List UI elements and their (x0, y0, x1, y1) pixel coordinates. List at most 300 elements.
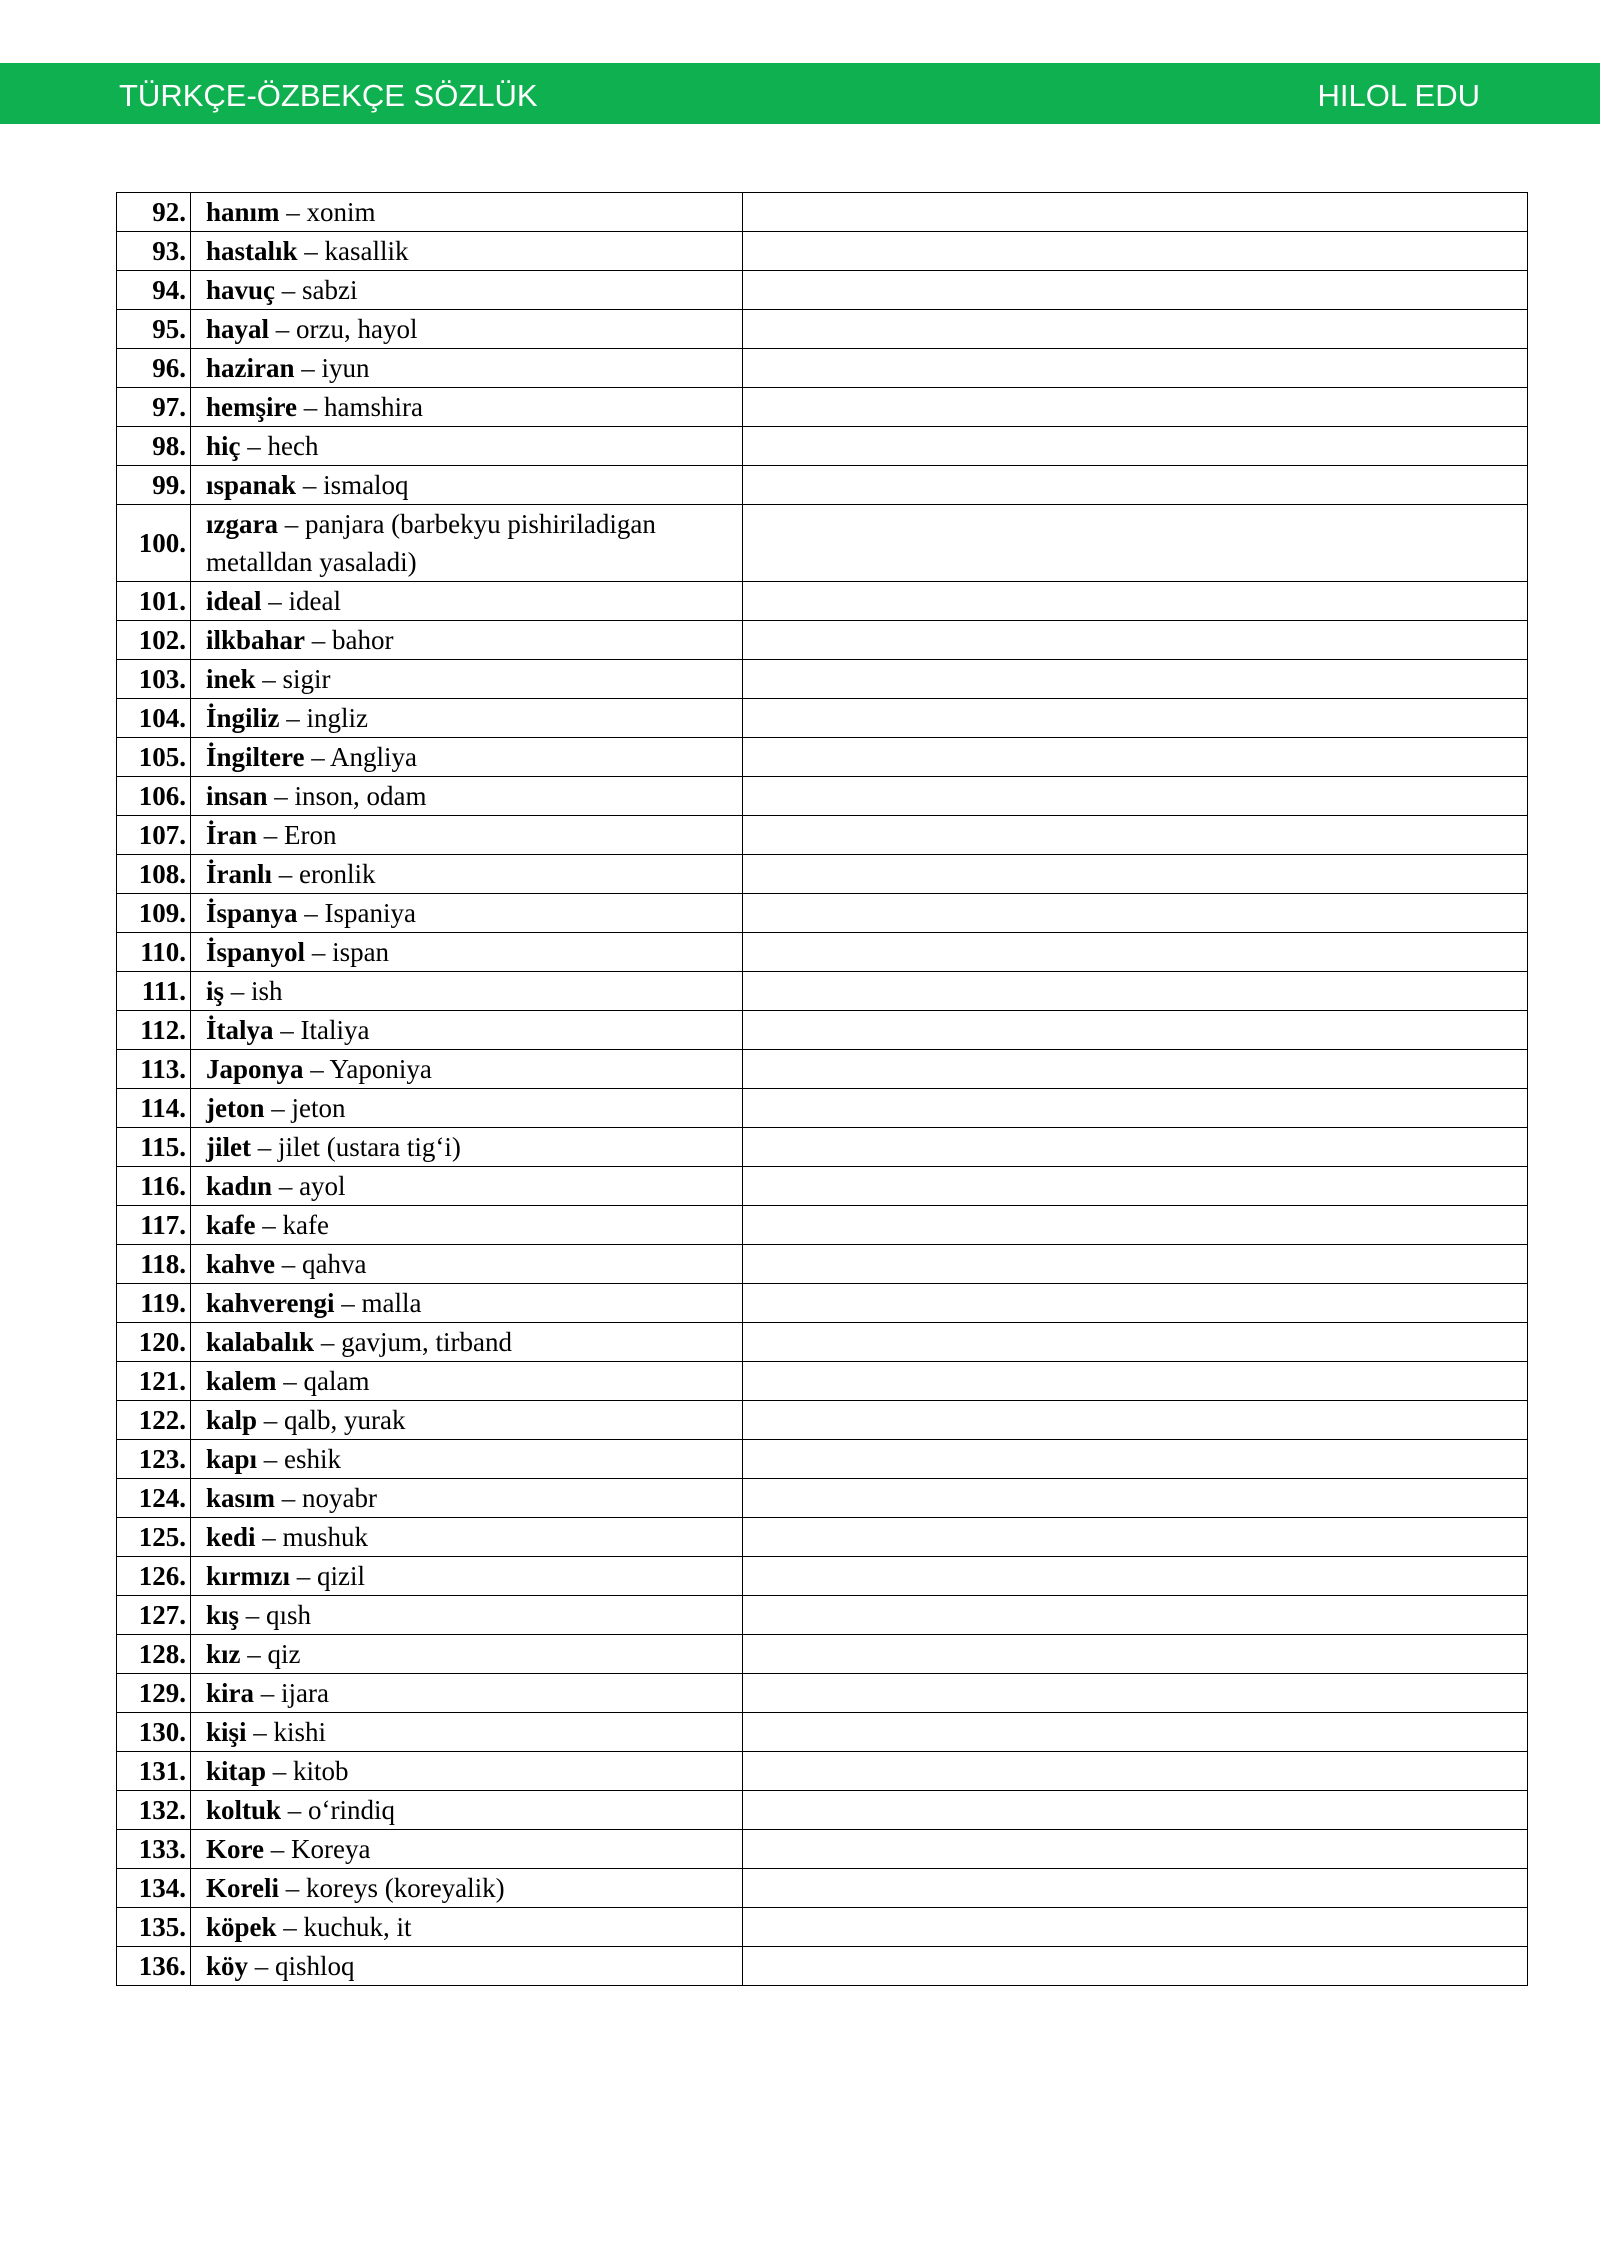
dash-separator: – (275, 1483, 303, 1513)
entry-number: 104. (117, 699, 191, 738)
entry-number: 116. (117, 1167, 191, 1206)
entry-number: 97. (117, 388, 191, 427)
turkish-word: kadın (206, 1171, 273, 1201)
table-row (117, 1830, 1528, 1869)
uzbek-meaning: ijara (281, 1678, 329, 1708)
dash-separator: – (279, 197, 307, 227)
dash-separator: – (254, 1678, 282, 1708)
empty-cell (743, 1011, 1528, 1050)
empty-cell (743, 466, 1528, 505)
table-row (117, 1284, 1528, 1323)
dash-separator: – (240, 1639, 268, 1669)
entry-number: 111. (117, 972, 191, 1011)
table-row (117, 1206, 1528, 1245)
entry-cell (191, 1830, 743, 1869)
entry-number: 136. (117, 1947, 191, 1986)
dictionary-table (116, 192, 1528, 1986)
entry-number: 126. (117, 1557, 191, 1596)
dash-separator: – (305, 625, 333, 655)
entry-number: 135. (117, 1908, 191, 1947)
uzbek-meaning: panjara (barbekyu pishiriladigan metalldan yasaladi) (206, 509, 656, 577)
uzbek-meaning: malla (361, 1288, 422, 1318)
entry-cell (191, 271, 743, 310)
dash-separator: – (303, 1054, 330, 1084)
dash-separator: – (297, 236, 325, 266)
empty-cell (743, 1089, 1528, 1128)
uzbek-meaning: Italiya (300, 1015, 370, 1045)
empty-cell (743, 1908, 1528, 1947)
turkish-word: kırmızı (206, 1561, 290, 1591)
table-row (117, 1167, 1528, 1206)
turkish-word: insan (206, 781, 268, 811)
empty-cell (743, 1635, 1528, 1674)
dash-separator: – (273, 1015, 301, 1045)
entry-number: 120. (117, 1323, 191, 1362)
table-row (117, 388, 1528, 427)
dash-separator: – (269, 314, 297, 344)
uzbek-meaning: jilet (ustara tig‘i) (277, 1132, 461, 1162)
dash-separator: – (267, 781, 295, 811)
dash-separator: – (305, 937, 333, 967)
table-row (117, 621, 1528, 660)
uzbek-meaning: sabzi (302, 275, 358, 305)
entry-cell (191, 699, 743, 738)
dash-separator: – (255, 664, 283, 694)
entry-cell (191, 855, 743, 894)
uzbek-meaning: qalb, yurak (284, 1405, 406, 1435)
dash-separator: – (266, 1756, 294, 1786)
empty-cell (743, 1752, 1528, 1791)
dash-separator: – (257, 820, 285, 850)
uzbek-meaning: qizil (316, 1561, 365, 1591)
empty-cell (743, 1596, 1528, 1635)
uzbek-meaning: kafe (282, 1210, 329, 1240)
entry-number: 117. (117, 1206, 191, 1245)
turkish-word: Kore (206, 1834, 264, 1864)
dash-separator: – (294, 353, 322, 383)
empty-cell (743, 1284, 1528, 1323)
turkish-word: köy (206, 1951, 249, 1981)
empty-cell (743, 1401, 1528, 1440)
empty-cell (743, 310, 1528, 349)
uzbek-meaning: orzu, hayol (296, 314, 418, 344)
table-row (117, 1440, 1528, 1479)
empty-cell (743, 1050, 1528, 1089)
uzbek-meaning: hech (267, 431, 319, 461)
entry-number: 112. (117, 1011, 191, 1050)
header-bar (0, 63, 1600, 124)
entry-cell (191, 1011, 743, 1050)
uzbek-meaning: inson, odam (294, 781, 427, 811)
turkish-word: kalabalık (206, 1327, 315, 1357)
entry-cell (191, 777, 743, 816)
entry-number: 130. (117, 1713, 191, 1752)
entry-number: 102. (117, 621, 191, 660)
empty-cell (743, 1440, 1528, 1479)
dash-separator: – (263, 1834, 291, 1864)
dash-separator: – (261, 586, 289, 616)
entry-cell (191, 1440, 743, 1479)
entry-number: 132. (117, 1791, 191, 1830)
turkish-word: kasım (206, 1483, 276, 1513)
uzbek-meaning: ayol (299, 1171, 346, 1201)
table-row (117, 816, 1528, 855)
turkish-word: İngiliz (206, 703, 280, 733)
table-row (117, 1518, 1528, 1557)
entry-number: 113. (117, 1050, 191, 1089)
uzbek-meaning: gavjum, tirband (341, 1327, 513, 1357)
empty-cell (743, 816, 1528, 855)
entry-cell (191, 1245, 743, 1284)
dash-separator: – (277, 509, 305, 539)
table-row (117, 310, 1528, 349)
table-row (117, 738, 1528, 777)
table-row (117, 232, 1528, 271)
table-row (117, 1557, 1528, 1596)
empty-cell (743, 271, 1528, 310)
dash-separator: – (334, 1288, 362, 1318)
entry-cell (191, 1869, 743, 1908)
turkish-word: kahve (206, 1249, 276, 1279)
turkish-word: Koreli (206, 1873, 279, 1903)
entry-cell (191, 1362, 743, 1401)
uzbek-meaning: o‘rindiq (308, 1795, 396, 1825)
turkish-word: kalp (206, 1405, 258, 1435)
uzbek-meaning: iyun (321, 353, 370, 383)
table-row (117, 1947, 1528, 1986)
turkish-word: kız (206, 1639, 241, 1669)
turkish-word: kira (206, 1678, 255, 1708)
turkish-word: koltuk (206, 1795, 282, 1825)
table-row (117, 1245, 1528, 1284)
turkish-word: ızgara (206, 509, 278, 539)
empty-cell (743, 349, 1528, 388)
turkish-word: inek (206, 664, 256, 694)
dash-separator: – (272, 1171, 300, 1201)
empty-cell (743, 933, 1528, 972)
entry-number: 94. (117, 271, 191, 310)
empty-cell (743, 1947, 1528, 1986)
dash-separator: – (281, 1795, 309, 1825)
empty-cell (743, 1128, 1528, 1167)
dash-separator: – (275, 1249, 303, 1279)
dash-separator: – (264, 1093, 292, 1123)
uzbek-meaning: qishloq (275, 1951, 355, 1981)
uzbek-meaning: ispan (332, 937, 390, 967)
entry-number: 106. (117, 777, 191, 816)
uzbek-meaning: qahva (302, 1249, 367, 1279)
turkish-word: hastalık (206, 236, 298, 266)
turkish-word: kalem (206, 1366, 277, 1396)
entry-cell (191, 427, 743, 466)
table-row (117, 1752, 1528, 1791)
empty-cell (743, 1479, 1528, 1518)
entry-cell (191, 1596, 743, 1635)
entry-cell (191, 388, 743, 427)
entry-cell (191, 1635, 743, 1674)
empty-cell (743, 855, 1528, 894)
table-row (117, 894, 1528, 933)
empty-cell (743, 1362, 1528, 1401)
uzbek-meaning: hamshira (323, 392, 423, 422)
entry-cell (191, 660, 743, 699)
dash-separator: – (289, 1561, 317, 1591)
dictionary-table-body (117, 193, 1528, 1986)
turkish-word: İngiltere (206, 742, 305, 772)
table-row (117, 349, 1528, 388)
uzbek-meaning: Eron (284, 820, 337, 850)
entry-cell (191, 232, 743, 271)
turkish-word: ideal (206, 586, 262, 616)
table-row (117, 466, 1528, 505)
entry-cell (191, 933, 743, 972)
table-row (117, 1479, 1528, 1518)
table-row (117, 1713, 1528, 1752)
entry-number: 128. (117, 1635, 191, 1674)
uzbek-meaning: qısh (266, 1600, 312, 1630)
table-row (117, 1401, 1528, 1440)
uzbek-meaning: Yaponiya (329, 1054, 432, 1084)
table-row (117, 505, 1528, 582)
entry-number: 92. (117, 193, 191, 232)
entry-number: 96. (117, 349, 191, 388)
entry-cell (191, 1674, 743, 1713)
uzbek-meaning: ingliz (306, 703, 369, 733)
entry-number: 98. (117, 427, 191, 466)
brand-name: HILOL EDU (1317, 78, 1480, 113)
dash-separator: – (248, 1951, 276, 1981)
empty-cell (743, 699, 1528, 738)
entry-cell (191, 1518, 743, 1557)
entry-number: 110. (117, 933, 191, 972)
table-row (117, 1011, 1528, 1050)
entry-number: 127. (117, 1596, 191, 1635)
uzbek-meaning: ish (251, 976, 283, 1006)
uzbek-meaning: ideal (288, 586, 341, 616)
entry-number: 101. (117, 582, 191, 621)
empty-cell (743, 582, 1528, 621)
table-row (117, 271, 1528, 310)
entry-cell (191, 349, 743, 388)
dash-separator: – (255, 1210, 283, 1240)
entry-cell (191, 310, 743, 349)
entry-cell (191, 1284, 743, 1323)
turkish-word: kişi (206, 1717, 247, 1747)
entry-cell (191, 582, 743, 621)
entry-number: 131. (117, 1752, 191, 1791)
empty-cell (743, 738, 1528, 777)
uzbek-meaning: kishi (273, 1717, 327, 1747)
dash-separator: – (314, 1327, 342, 1357)
entry-number: 119. (117, 1284, 191, 1323)
table-row (117, 1089, 1528, 1128)
dash-separator: – (276, 1912, 304, 1942)
turkish-word: kış (206, 1600, 240, 1630)
entry-number: 105. (117, 738, 191, 777)
entry-cell (191, 1050, 743, 1089)
entry-number: 114. (117, 1089, 191, 1128)
entry-number: 125. (117, 1518, 191, 1557)
table-row (117, 427, 1528, 466)
empty-cell (743, 232, 1528, 271)
empty-cell (743, 427, 1528, 466)
empty-cell (743, 505, 1528, 582)
entry-number: 134. (117, 1869, 191, 1908)
empty-cell (743, 1557, 1528, 1596)
table-row (117, 972, 1528, 1011)
entry-number: 103. (117, 660, 191, 699)
dash-separator: – (246, 1717, 274, 1747)
turkish-word: kafe (206, 1210, 256, 1240)
entry-cell (191, 193, 743, 232)
turkish-word: İtalya (206, 1015, 274, 1045)
turkish-word: ilkbahar (206, 625, 306, 655)
table-row (117, 1323, 1528, 1362)
dash-separator: – (240, 431, 268, 461)
empty-cell (743, 972, 1528, 1011)
entry-cell (191, 1089, 743, 1128)
entry-cell (191, 1947, 743, 1986)
entry-number: 93. (117, 232, 191, 271)
entry-cell (191, 738, 743, 777)
empty-cell (743, 1323, 1528, 1362)
entry-cell (191, 1167, 743, 1206)
uzbek-meaning: mushuk (282, 1522, 369, 1552)
turkish-word: kapı (206, 1444, 258, 1474)
dash-separator: – (275, 275, 303, 305)
uzbek-meaning: Angliya (330, 742, 417, 772)
entry-cell (191, 1401, 743, 1440)
dash-separator: – (257, 1405, 285, 1435)
dash-separator: – (276, 1366, 304, 1396)
table-row (117, 1791, 1528, 1830)
dash-separator: – (239, 1600, 267, 1630)
uzbek-meaning: Koreya (290, 1834, 371, 1864)
empty-cell (743, 621, 1528, 660)
dash-separator: – (278, 1873, 306, 1903)
uzbek-meaning: sigir (282, 664, 331, 694)
uzbek-meaning: kuchuk, it (303, 1912, 412, 1942)
entry-cell (191, 1713, 743, 1752)
entry-cell (191, 894, 743, 933)
entry-cell (191, 972, 743, 1011)
empty-cell (743, 388, 1528, 427)
entry-cell (191, 1557, 743, 1596)
dash-separator: – (304, 742, 330, 772)
turkish-word: jeton (206, 1093, 265, 1123)
empty-cell (743, 660, 1528, 699)
table-row (117, 1050, 1528, 1089)
uzbek-meaning: xonim (306, 197, 376, 227)
table-row (117, 1869, 1528, 1908)
empty-cell (743, 1830, 1528, 1869)
turkish-word: İranlı (206, 859, 273, 889)
entry-cell (191, 1128, 743, 1167)
table-row (117, 1635, 1528, 1674)
dash-separator: – (255, 1522, 283, 1552)
turkish-word: haziran (206, 353, 295, 383)
empty-cell (743, 1674, 1528, 1713)
turkish-word: İspanya (206, 898, 298, 928)
dash-separator: – (257, 1444, 285, 1474)
table-row (117, 933, 1528, 972)
dash-separator: – (250, 1132, 278, 1162)
turkish-word: hayal (206, 314, 270, 344)
entry-number: 124. (117, 1479, 191, 1518)
turkish-word: hemşire (206, 392, 297, 422)
table-row (117, 660, 1528, 699)
entry-cell (191, 1752, 743, 1791)
entry-number: 100. (117, 505, 191, 582)
turkish-word: köpek (206, 1912, 277, 1942)
table-row (117, 1908, 1528, 1947)
empty-cell (743, 1206, 1528, 1245)
uzbek-meaning: Ispaniya (324, 898, 417, 928)
entry-number: 109. (117, 894, 191, 933)
table-row (117, 193, 1528, 232)
entry-number: 118. (117, 1245, 191, 1284)
uzbek-meaning: eronlik (299, 859, 376, 889)
turkish-word: kahverengi (206, 1288, 335, 1318)
entry-cell (191, 505, 743, 582)
table-row (117, 1596, 1528, 1635)
turkish-word: jilet (206, 1132, 251, 1162)
entry-cell (191, 1206, 743, 1245)
turkish-word: hiç (206, 431, 241, 461)
table-row (117, 1674, 1528, 1713)
empty-cell (743, 777, 1528, 816)
dash-separator: – (296, 470, 324, 500)
entry-number: 95. (117, 310, 191, 349)
entry-cell (191, 816, 743, 855)
dash-separator: – (296, 392, 324, 422)
entry-number: 115. (117, 1128, 191, 1167)
entry-cell (191, 621, 743, 660)
turkish-word: kedi (206, 1522, 256, 1552)
turkish-word: havuç (206, 275, 276, 305)
dash-separator: – (272, 859, 300, 889)
table-row (117, 1362, 1528, 1401)
turkish-word: İspanyol (206, 937, 306, 967)
table-row (117, 855, 1528, 894)
uzbek-meaning: ismaloq (323, 470, 409, 500)
turkish-word: İran (206, 820, 258, 850)
turkish-word: hanım (206, 197, 280, 227)
uzbek-meaning: noyabr (302, 1483, 378, 1513)
entry-number: 133. (117, 1830, 191, 1869)
table-row (117, 777, 1528, 816)
turkish-word: iş (206, 976, 225, 1006)
entry-number: 123. (117, 1440, 191, 1479)
empty-cell (743, 894, 1528, 933)
entry-cell (191, 1323, 743, 1362)
empty-cell (743, 1245, 1528, 1284)
entry-number: 99. (117, 466, 191, 505)
turkish-word: Japonya (206, 1054, 304, 1084)
entry-number: 121. (117, 1362, 191, 1401)
uzbek-meaning: qiz (267, 1639, 301, 1669)
entry-number: 107. (117, 816, 191, 855)
turkish-word: kitap (206, 1756, 267, 1786)
uzbek-meaning: koreys (koreyalik) (305, 1873, 505, 1903)
uzbek-meaning: bahor (332, 625, 394, 655)
empty-cell (743, 1791, 1528, 1830)
document-title: TÜRKÇE-ÖZBEKÇE SÖZLÜK (119, 78, 538, 113)
entry-cell (191, 466, 743, 505)
uzbek-meaning: kitob (293, 1756, 349, 1786)
empty-cell (743, 1713, 1528, 1752)
dash-separator: – (297, 898, 325, 928)
